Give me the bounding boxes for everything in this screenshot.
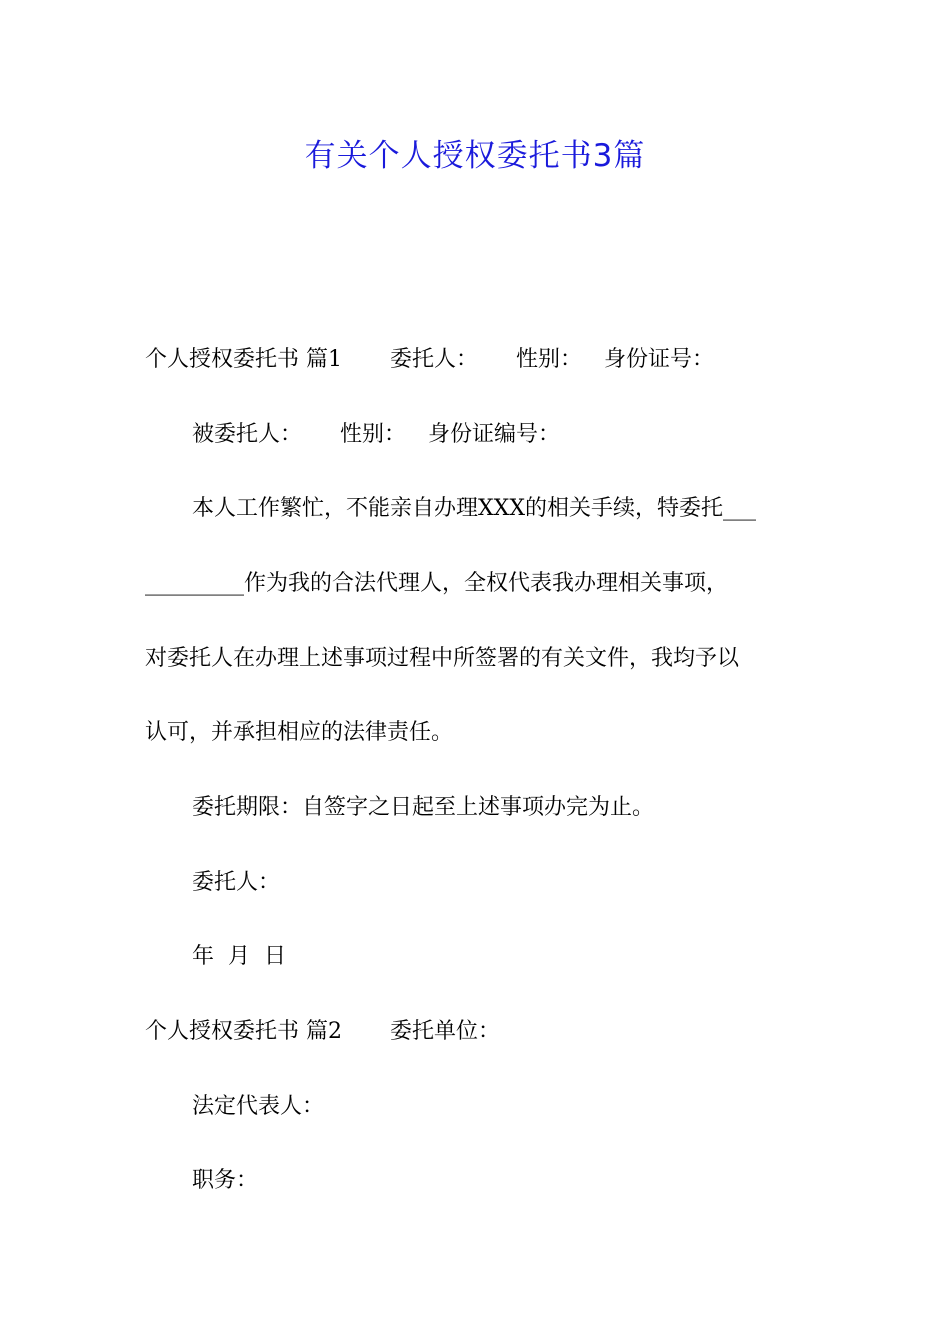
agent-line	[192, 420, 560, 450]
section1-header-line	[145, 345, 714, 375]
agent-label: 被委托人：	[192, 422, 303, 447]
date-label: 年 月 日	[192, 944, 286, 969]
agent-id-label: 身份证编号：	[428, 422, 561, 447]
signature-label: 委托人：	[192, 870, 281, 895]
section1-heading: 个人授权委托书 篇1	[145, 347, 342, 372]
section2-header-line	[145, 1017, 500, 1047]
term-line: 委托期限：自签字之日起至上述事项办完为止。	[192, 795, 655, 820]
section2-heading: 个人授权委托书 篇2	[145, 1019, 342, 1044]
unit-label: 委托单位：	[390, 1019, 501, 1044]
gender-label: 性别：	[516, 347, 583, 372]
id-number-label: 身份证号：	[604, 347, 715, 372]
body-paragraph-line-3: 对委托人在办理上述事项过程中所签署的有关文件，我均予以	[145, 646, 740, 671]
legal-rep-label: 法定代表人：	[192, 1094, 325, 1119]
principal-label: 委托人：	[390, 347, 479, 372]
body-paragraph-line-1: 本人工作繁忙，不能亲自办理XXX的相关手续，特委托___	[192, 496, 756, 521]
body-paragraph-line-4: 认可，并承担相应的法律责任。	[145, 720, 454, 745]
document-title: 有关个人授权委托书3篇	[304, 138, 646, 174]
body-paragraph-line-2: _________作为我的合法代理人，全权代表我办理相关事项，	[145, 571, 729, 596]
agent-gender-label: 性别：	[340, 422, 407, 447]
position-label: 职务：	[192, 1168, 259, 1193]
